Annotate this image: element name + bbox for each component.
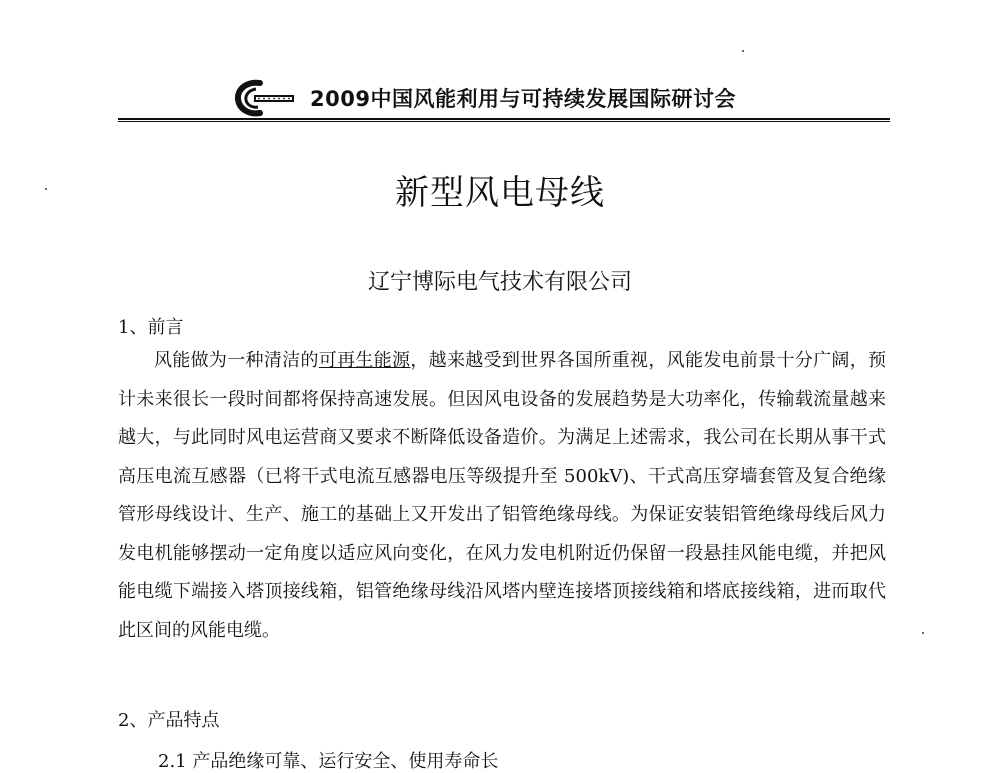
header-rule xyxy=(118,118,890,120)
scan-speck xyxy=(742,50,744,52)
conference-logo-icon xyxy=(232,78,298,118)
conference-header xyxy=(232,76,792,120)
scan-speck xyxy=(922,632,924,634)
author-affiliation: 辽宁博际电气技术有限公司 xyxy=(367,270,632,295)
conference-title: 2009中国风能利用与可持续发展国际研讨会 xyxy=(310,87,736,111)
subsection-heading: 2.1 产品绝缘可靠、运行安全、使用寿命长 xyxy=(158,751,499,772)
renewable-energy-link[interactable]: 可再生能源 xyxy=(318,350,411,371)
header-rule-thin xyxy=(118,121,890,122)
paragraph-text: 风能做为一种清洁的 xyxy=(154,350,319,371)
paper-title: 新型风电母线 xyxy=(395,173,605,213)
section-heading-features: 2、产品特点 xyxy=(118,710,220,731)
paragraph-text: ，越来越受到世界各国所重视，风能发电前景十分广阔，预计未来很长一段时间都将保持高速发展。但因风电设备的发展趋势是大功率化，传输载流量越来越大，与此同时风电运营商又要求不断降低设备造价。为满足上述需求，我公司在长期从事干式高压电流互感器（已将干式电流互感器电压等级提升至 500kV)、干式高压穿墙套管及复合绝缘管形母线设计、生产、施工的基础上又开发出了铝管绝缘母线。为保证安装铝管绝缘母线后风力发电机能够摆动一定角度以适应风向变化，在风力发电机附近仍保留一段悬挂风能电缆，并把风能电缆下端接入塔顶接线箱，铝管绝缘母线沿风塔内壁连接塔顶接线箱和塔底接线箱，进而取代此区间的风能电缆。 xyxy=(118,350,887,641)
intro-paragraph xyxy=(118,342,886,650)
section-heading-intro: 1、前言 xyxy=(118,317,184,338)
